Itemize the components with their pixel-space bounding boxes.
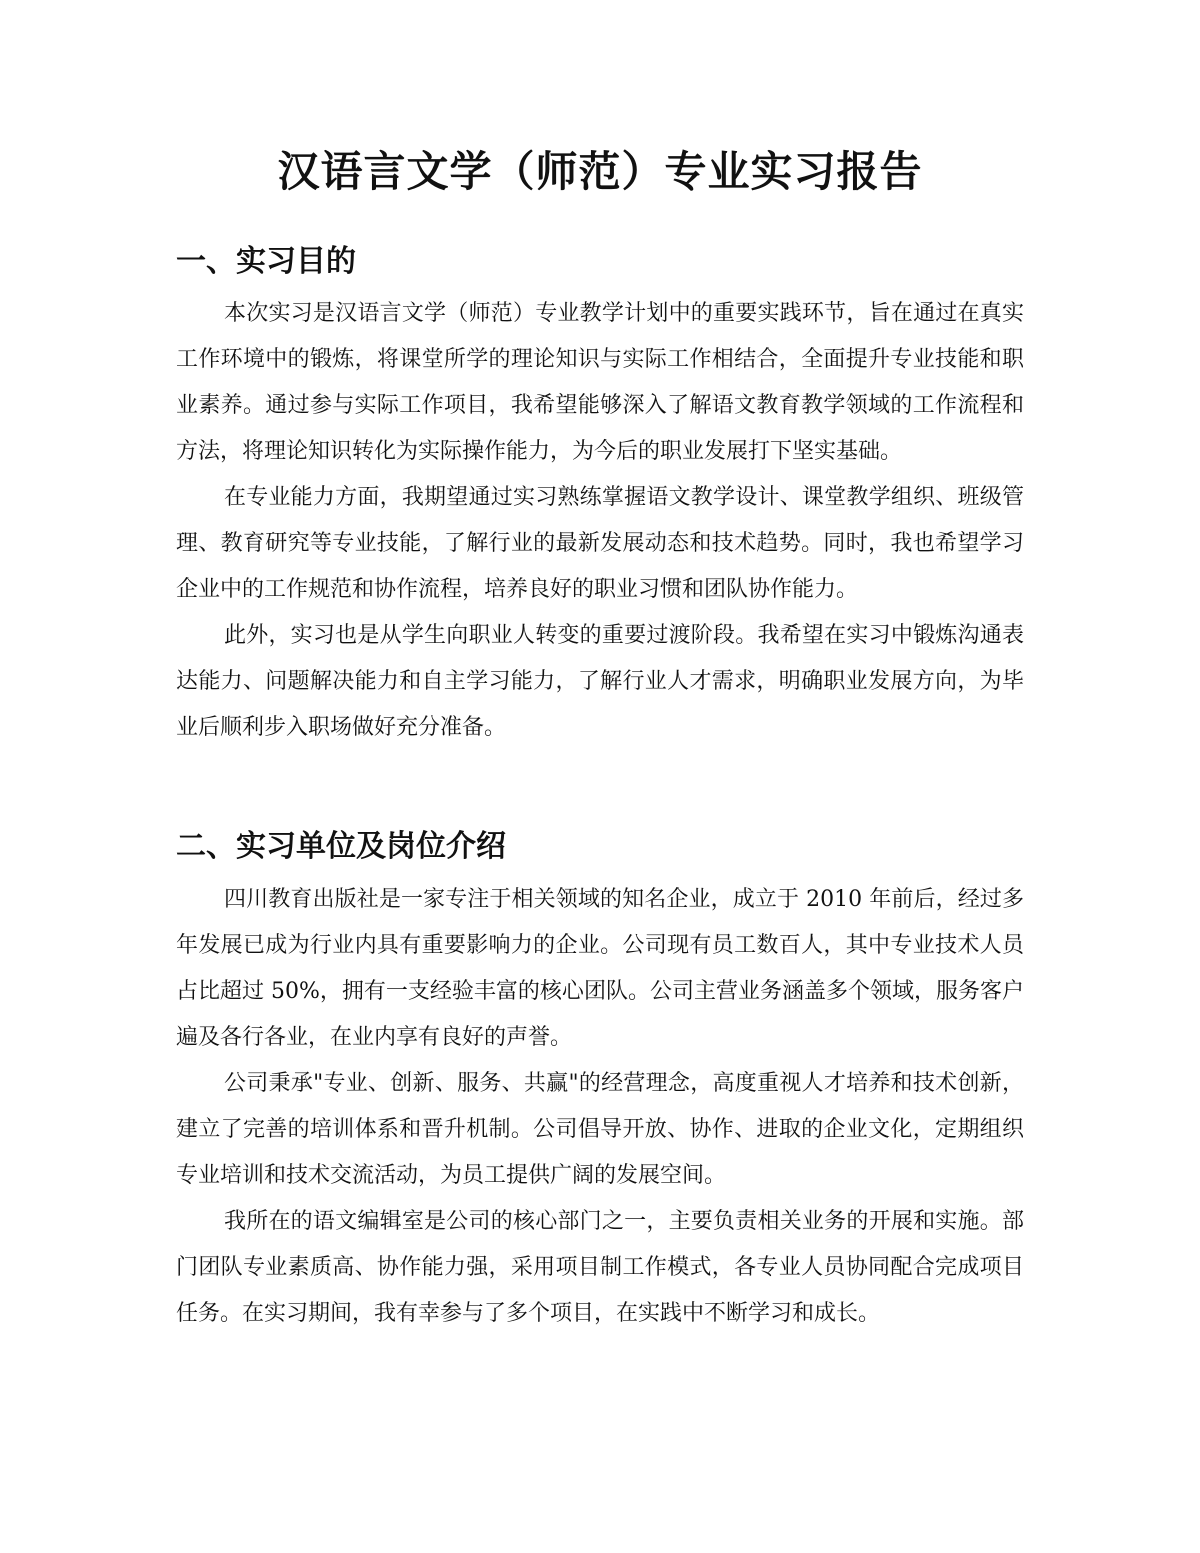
document-title: 汉语言文学（师范）专业实习报告	[277, 147, 923, 196]
section-body-company-and-position	[176, 877, 1024, 1337]
section-body-internship-purpose	[176, 291, 1024, 751]
section-heading-internship-purpose: 一、实习目的	[176, 244, 356, 279]
paragraph: 此外，实习也是从学生向职业人转变的重要过渡阶段。我希望在实习中锻炼沟通表达能力、问题解决能力和自主学习能力，了解行业人才需求，明确职业发展方向，为毕业后顺利步入职场做好充分准备。	[176, 623, 1024, 740]
section-heading-company-and-position: 二、实习单位及岗位介绍	[176, 829, 506, 864]
paragraph: 本次实习是汉语言文学（师范）专业教学计划中的重要实践环节，旨在通过在真实工作环境中的锻炼，将课堂所学的理论知识与实际工作相结合，全面提升专业技能和职业素养。通过参与实际工作项目，我希望能够深入了解语文教育教学领域的工作流程和方法，将理论知识转化为实际操作能力，为今后的职业发展打下坚实基础。	[176, 301, 1024, 464]
paragraph: 四川教育出版社是一家专注于相关领域的知名企业，成立于 2010 年前后，经过多年发展已成为行业内具有重要影响力的企业。公司现有员工数百人，其中专业技术人员占比超过 50%，拥有一支经验丰富的核心团队。公司主营业务涵盖多个领域，服务客户遍及各行各业，在业内享有良好的声誉。	[176, 887, 1024, 1050]
paragraph: 我所在的语文编辑室是公司的核心部门之一，主要负责相关业务的开展和实施。部门团队专业素质高、协作能力强，采用项目制工作模式，各专业人员协同配合完成项目任务。在实习期间，我有幸参与了多个项目，在实践中不断学习和成长。	[176, 1209, 1024, 1326]
paragraph: 公司秉承"专业、创新、服务、共赢"的经营理念，高度重视人才培养和技术创新，建立了完善的培训体系和晋升机制。公司倡导开放、协作、进取的企业文化，定期组织专业培训和技术交流活动，为员工提供广阔的发展空间。	[176, 1071, 1024, 1188]
paragraph: 在专业能力方面，我期望通过实习熟练掌握语文教学设计、课堂教学组织、班级管理、教育研究等专业技能，了解行业的最新发展动态和技术趋势。同时，我也希望学习企业中的工作规范和协作流程，培养良好的职业习惯和团队协作能力。	[176, 485, 1024, 602]
